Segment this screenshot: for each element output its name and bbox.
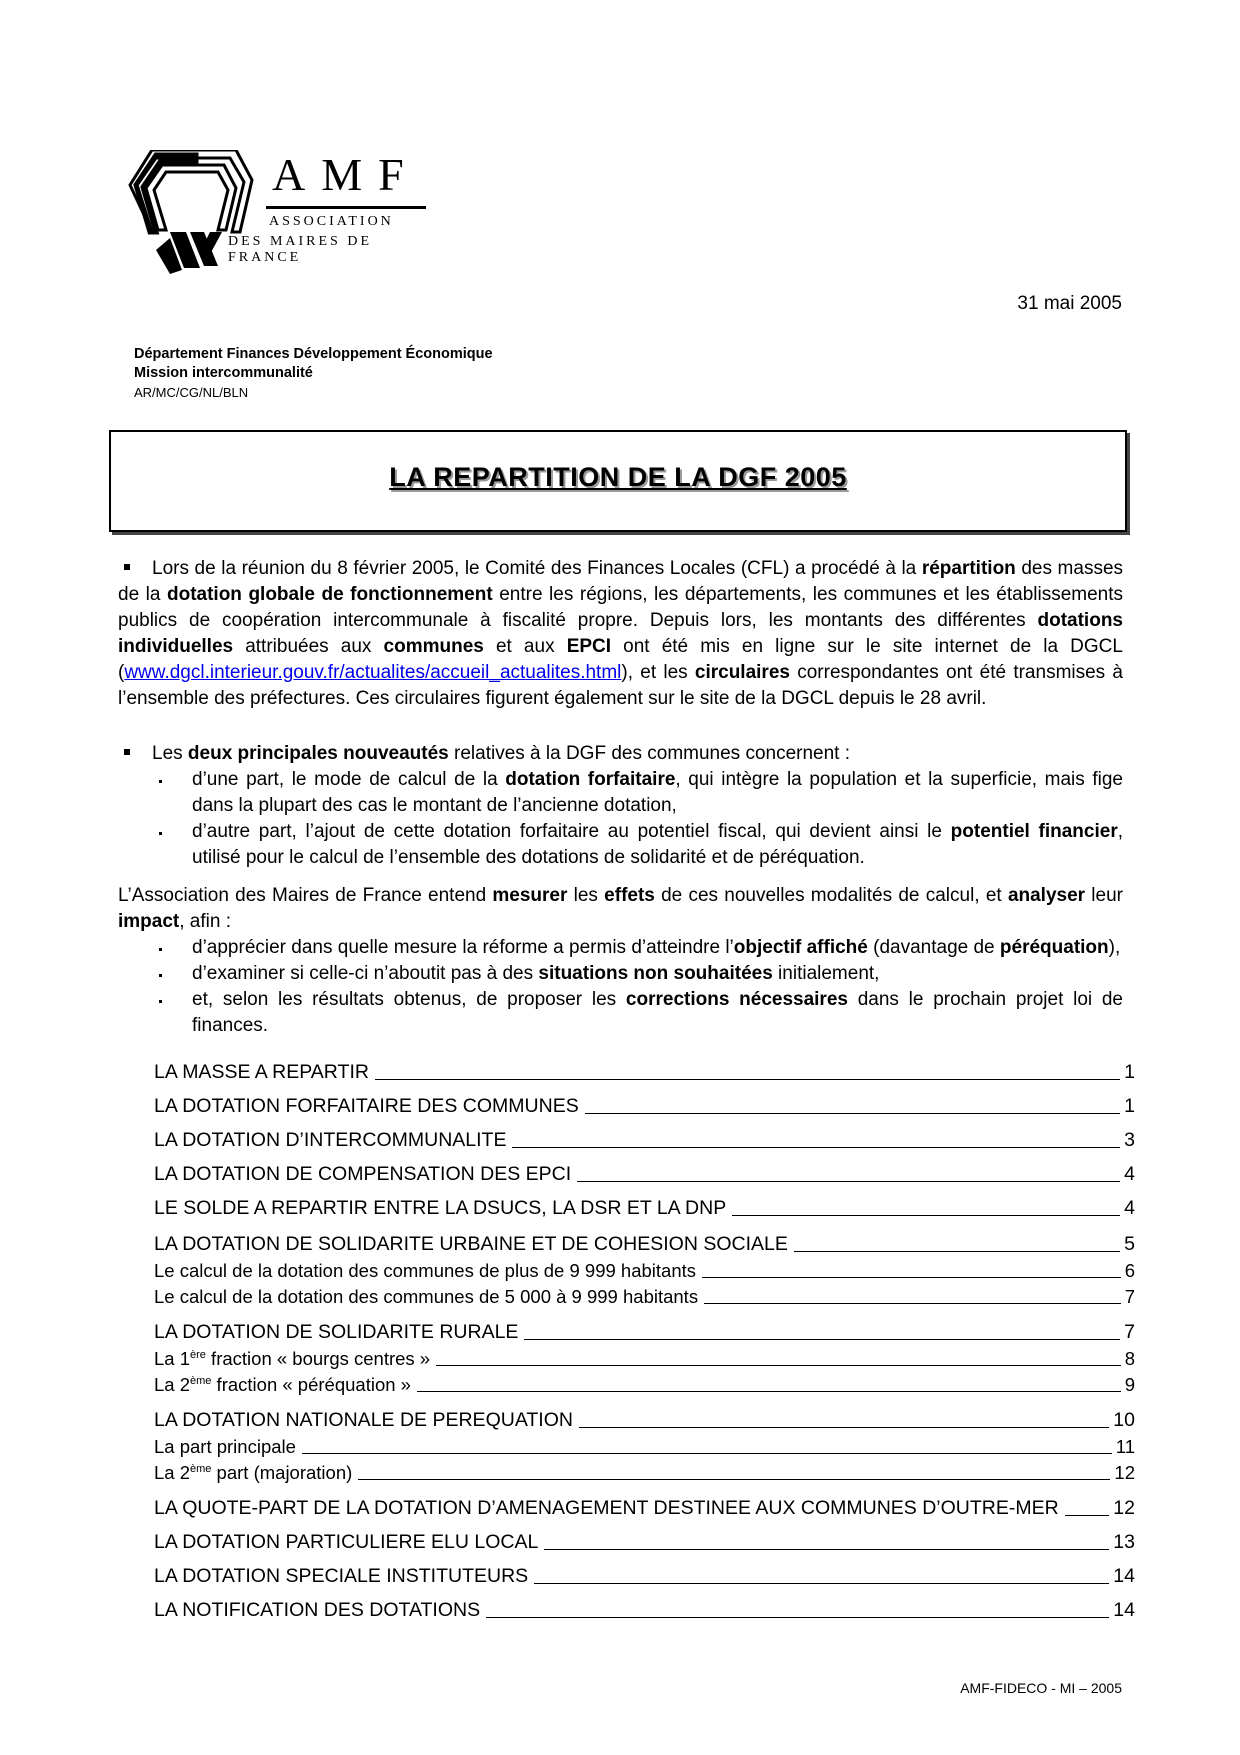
toc-entry[interactable]: LA DOTATION PARTICULIERE ELU LOCAL 13 — [154, 1531, 1135, 1553]
document-date: 31 mai 2005 — [1017, 293, 1122, 314]
toc-entry[interactable]: La 1ère fraction « bourgs centres » 8 — [154, 1348, 1135, 1369]
department-block — [134, 345, 493, 402]
list-item: d’une part, le mode de calcul de la dotation forfaitaire, qui intègre la population et la superficie, mais fige dans la plupart des cas le montant de l’ancienne dotation, — [118, 767, 1123, 819]
toc-entry[interactable]: La 2ème part (majoration) 12 — [154, 1462, 1135, 1483]
logo-line-association: ASSOCIATION — [269, 214, 394, 229]
square-bullet-icon — [124, 564, 130, 570]
logo-divider — [266, 206, 426, 209]
logo-line-maires: DES MAIRES DE FRANCE — [228, 234, 373, 265]
title-box — [109, 430, 1127, 532]
toc-entry[interactable]: LA DOTATION DE SOLIDARITE RURALE 7 — [154, 1321, 1135, 1343]
logo-acronym: AMF — [272, 149, 420, 200]
toc-entry[interactable]: LA DOTATION SPECIALE INSTITUTEURS 14 — [154, 1565, 1135, 1587]
department-name: Département Finances Développement Économique — [134, 346, 493, 362]
square-bullet-icon — [124, 749, 130, 755]
toc-entry[interactable]: LA DOTATION FORFAITAIRE DES COMMUNES 1 — [154, 1095, 1135, 1117]
toc-entry[interactable]: LA QUOTE-PART DE LA DOTATION D’AMENAGEMENT DESTINEE AUX COMMUNES D’OUTRE-MER 12 — [154, 1497, 1135, 1519]
toc-entry[interactable]: La part principale 11 — [154, 1436, 1135, 1457]
table-of-contents — [154, 1050, 1135, 1622]
novelties-paragraph: Les deux principales nouveautés relatives à la DGF des communes concernent : d’une part, le mode de calcul de la dotation forfaitaire, qui intègre la population et la superficie, mais fige dans la plupart des cas le montant de l’ancienne dotation, d’autre part, l’ajout de cette dotation forfaitaire au potentiel fiscal, qui devient ainsi le potentiel financier, utilisé pour le calcul de l’ensemble des dotations de solidarité et de péréquation. — [118, 741, 1123, 871]
toc-entry[interactable]: LA DOTATION DE SOLIDARITE URBAINE ET DE COHESION SOCIALE 5 — [154, 1233, 1135, 1255]
toc-entry[interactable]: La 2ème fraction « péréquation » 9 — [154, 1374, 1135, 1395]
toc-entry[interactable]: LA NOTIFICATION DES DOTATIONS 14 — [154, 1599, 1135, 1621]
page-title: LA REPARTITION DE LA DGF 2005 — [389, 462, 847, 492]
toc-entry[interactable]: Le calcul de la dotation des communes de 5 000 à 9 999 habitants 7 — [154, 1286, 1135, 1307]
toc-entry[interactable]: LA DOTATION NATIONALE DE PEREQUATION 10 — [154, 1409, 1135, 1431]
toc-entry[interactable]: LA MASSE A REPARTIR 1 — [154, 1061, 1135, 1083]
mission-name: Mission intercommunalité — [134, 365, 313, 381]
list-item: d’examiner si celle-ci n’aboutit pas à des situations non souhaitées initialement, — [118, 961, 1123, 987]
list-item: d’autre part, l’ajout de cette dotation forfaitaire au potentiel fiscal, qui devient ainsi le potentiel financier, utilisé pour le calcul de l’ensemble des dotations de solidarité et de péréquation. — [118, 819, 1123, 871]
page-footer: AMF-FIDECO - MI – 2005 — [960, 1680, 1122, 1696]
toc-entry[interactable]: LE SOLDE A REPARTIR ENTRE LA DSUCS, LA DSR ET LA DNP 4 — [154, 1197, 1135, 1219]
toc-entry[interactable]: Le calcul de la dotation des communes de plus de 9 999 habitants 6 — [154, 1260, 1135, 1281]
toc-entry[interactable]: LA DOTATION D’INTERCOMMUNALITE 3 — [154, 1129, 1135, 1151]
amf-logo — [126, 150, 436, 280]
intro-paragraph: Lors de la réunion du 8 février 2005, le Comité des Finances Locales (CFL) a procédé à la répartition des masses de la dotation globale de fonctionnement entre les régions, les départements, les communes et les établissements publics de coopération intercommunale à fiscalité propre. Depuis lors, les montants des différentes dotations individuelles attribuées aux communes et aux EPCI ont été mis en ligne sur le site internet de la DGCL (www.dgcl.interieur.gouv.fr/actualites/accueil_actualites.html), et les circulaires correspondantes ont été transmises à l’ensemble des préfectures. Ces circulaires figurent également sur le site de la DGCL depuis le 28 avril. — [118, 558, 1124, 709]
objectives-paragraph: L’Association des Maires de France entend mesurer les effets de ces nouvelles modalités de calcul, et analyser leur impact, afin : d’apprécier dans quelle mesure la réforme a permis d’atteindre l’objectif affiché (davantage de péréquation), d’examiner si celle-ci n’aboutit pas à des situations non souhaitées initialement, et, selon les résultats obtenus, de proposer les corrections nécessaires dans le prochain projet loi de finances. — [118, 883, 1123, 1039]
reference-code: AR/MC/CG/NL/BLN — [134, 385, 249, 400]
toc-entry[interactable]: LA DOTATION DE COMPENSATION DES EPCI 4 — [154, 1163, 1135, 1185]
list-item: et, selon les résultats obtenus, de proposer les corrections nécessaires dans le prochain projet loi de finances. — [118, 987, 1123, 1039]
dgcl-link[interactable]: www.dgcl.interieur.gouv.fr/actualites/accueil_actualites.html — [124, 662, 622, 683]
list-item: d’apprécier dans quelle mesure la réforme a permis d’atteindre l’objectif affiché (davantage de péréquation), — [118, 935, 1123, 961]
